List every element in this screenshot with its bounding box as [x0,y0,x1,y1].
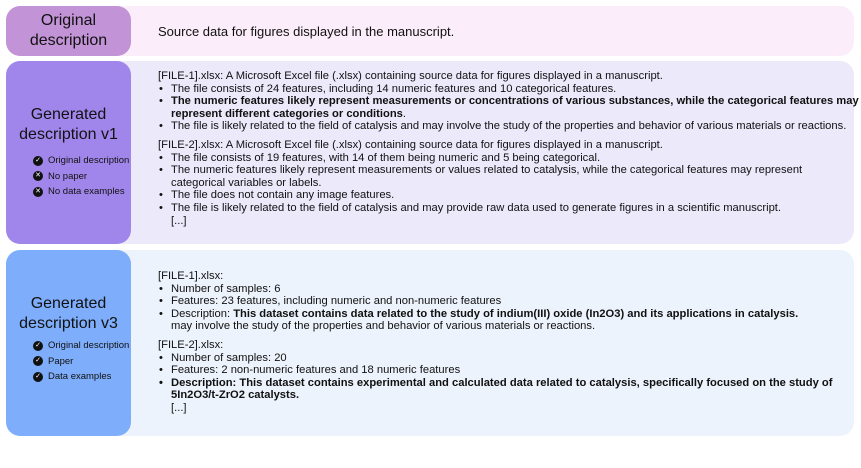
bullet-item: • Number of samples: 6 [158,283,846,296]
check-circle-icon: ✓ [33,372,43,382]
v1-legend [33,153,129,200]
x-circle-icon: ✕ [33,187,43,197]
label-line: Generated [30,106,107,123]
generated-v1-text [158,70,859,227]
legend-text: No data examples [48,186,125,197]
bullet-item: • The file consists of 24 features, including 14 numeric features and 10 categorical features. [158,83,846,96]
bullet-line: categorical variables or labels. [171,176,322,189]
label-line: Generated [30,295,107,312]
legend-text: Paper [48,355,74,367]
v3-legend [33,338,129,385]
file-header: [FILE-2].xlsx: A Microsoft Excel file (.xlsx) containing source data for figures displayed in a manuscript. [158,138,663,151]
bullet-line: • Description: This dataset contains experimental and calculated data related to catalysis, specifically focused on the study of [171,376,833,389]
legend-text: Data examples [48,371,112,382]
generated-v3-text [158,270,846,415]
description-text: Source data for figures displayed in the manuscript. [158,24,455,39]
file-header: [FILE-2].xlsx: [158,338,224,351]
bullet-item: • The file does not contain any image features. [158,189,846,202]
label-line: Original [40,12,97,29]
generated-v1-row [6,61,859,244]
check-circle-icon: ✓ [33,156,43,166]
bullet-item: • Features: 23 features, including numeric and non-numeric features [158,295,846,308]
legend-item [33,184,129,200]
bullet-item [158,164,846,189]
bullet-line: may involve the study of the properties and behavior of various materials or reactions. [171,320,596,333]
file-header: [FILE-1].xlsx: A Microsoft Excel file (.xlsx) containing source data for figures displayed in a manuscript. [158,70,663,82]
legend-item [33,369,129,385]
generated-v3-label [6,250,131,436]
label-line: description v1 [19,126,118,143]
generated-v1-label [6,61,131,244]
legend-text: Original description [48,155,130,166]
bullet-item: • The file is likely related to the field of catalysis and may involve the study of the properties and behavior of various materials or reactions. [158,120,846,133]
label-line: description v3 [19,315,118,332]
legend-text: Original description [48,340,130,351]
original-description-label [6,6,131,56]
ellipsis: [...] [171,214,187,227]
original-description-row [6,6,854,56]
original-description-text [158,25,846,39]
bullet-line: 5In2O3/t-ZrO2 catalysts. [171,389,300,402]
check-circle-icon: ✓ [33,341,43,351]
x-circle-icon: ✕ [33,171,43,181]
bullet-tail: . [402,107,406,120]
bullet-item: • The file consists of 19 features, with 14 of them being numeric and 5 being categorical. [158,152,846,165]
legend-item [33,153,129,169]
bullet-bold-text: This dataset contains data related to the study of indium(III) oxide (In2O3) and its applications in catalysis. [233,307,799,320]
label-line: description [29,32,108,49]
bullet-item: • The file is likely related to the field of catalysis and may provide raw data used to generate figures in a scientific manuscript. [158,202,846,215]
generated-v3-row [6,250,854,436]
file-header: [FILE-1].xlsx: [158,270,224,282]
legend-text: No paper [48,170,88,182]
legend-item [33,169,129,185]
bullet-item [158,377,846,402]
ellipsis: [...] [171,401,187,414]
bullet-line: represent different categories or conditions [171,107,403,120]
bullet-line: • The numeric features likely represent measurements or concentrations of various substances, while the categorical features may [171,95,859,108]
bullet-item [158,308,846,333]
bullet-prefix: Description: [171,307,234,320]
legend-item [33,338,129,354]
bullet-line: • The numeric features likely represent measurements or values related to catalysis, while the categorical features may represent [171,164,803,177]
legend-item [33,354,129,370]
check-circle-icon: ✓ [33,356,43,366]
bullet-item [158,95,859,120]
bullet-item: • Number of samples: 20 [158,352,846,365]
bullet-item: • Features: 2 non-numeric features and 18 numeric features [158,364,846,377]
